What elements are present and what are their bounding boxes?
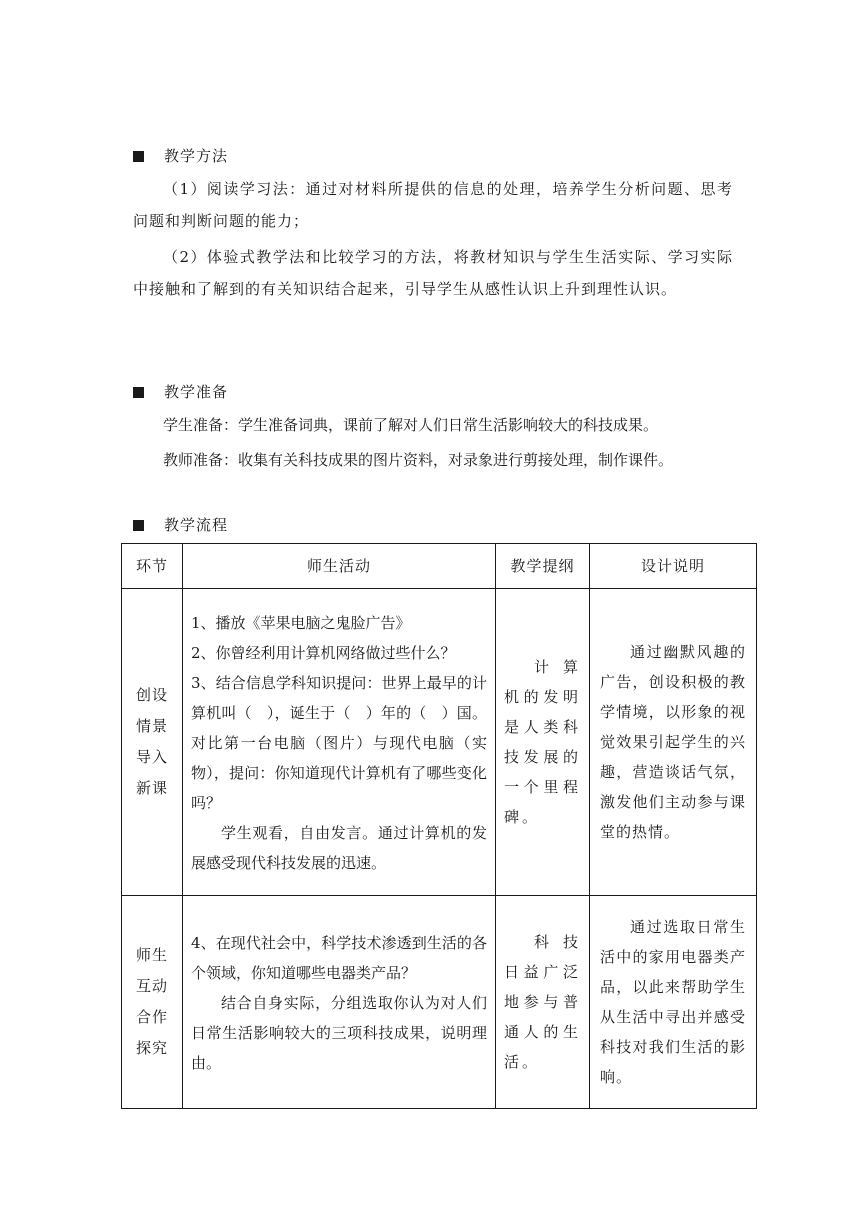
column-header-stage: 环节 <box>122 544 183 589</box>
preparation-heading: 教学准备 <box>133 382 228 402</box>
activity-item: 1、播放《苹果电脑之鬼脸广告》 <box>191 614 411 632</box>
methods-item-2: （2）体验式教学法和比较学习的方法，将教材知识与学生生活实际、学习实际中接触和了解到的有关知识结合起来，引导学生从感性认识上升到理性认识。 <box>133 248 733 298</box>
stage-label: 师生互动合作探究 <box>136 946 169 1057</box>
activity-item: 3、结合信息学科知识提问：世界上最早的计算机叫（ ），诞生于（ ）年的（ ）国。对比第一台电脑（图片）与现代电脑（实物），提问：你知道现代计算机有了哪些变化吗？ <box>191 674 487 812</box>
outline-cell <box>496 589 590 896</box>
methods-item-1: （1）阅读学习法：通过对材料所提供的信息的处理，培养学生分析问题、思考问题和判断问题的能力； <box>133 180 733 230</box>
methods-heading: 教学方法 <box>133 146 228 166</box>
teaching-process-table <box>121 543 757 1109</box>
activity-item: 学生观看，自由发言。通过计算机的发展感受现代科技发展的迅速。 <box>191 824 487 872</box>
column-header-outline: 教学提纲 <box>496 544 590 589</box>
design-note-text: 通过选取日常生活中的家用电器类产品，以此来帮助学生从生活中寻出并感受科技对我们生活的影响。 <box>600 918 746 1086</box>
table-row <box>122 589 757 896</box>
activity-item: 2、你曾经利用计算机网络做过些什么？ <box>191 644 456 662</box>
square-bullet-icon <box>133 151 144 162</box>
teacher-preparation: 教师准备：收集有关科技成果的图片资料，对录象进行剪接处理，制作课件。 <box>163 451 674 469</box>
table-header-row <box>122 544 757 589</box>
design-note-cell <box>590 589 757 896</box>
design-note-text: 通过幽默风趣的广告，创设积极的教学情境，以形象的视觉效果引起学生的兴趣，营造谈话气氛，激发他们主动参与课堂的热情。 <box>600 643 746 841</box>
outline-text: 计算机的发明是人类科技发展的一个里程碑。 <box>504 658 581 826</box>
design-note-cell <box>590 896 757 1109</box>
activity-item: 结合自身实际，分组选取你认为对人们日常生活影响较大的三项科技成果，说明理由。 <box>191 994 487 1072</box>
student-preparation: 学生准备：学生准备词典，课前了解对人们日常生活影响较大的科技成果。 <box>163 416 659 434</box>
column-header-activities: 师生活动 <box>183 544 496 589</box>
activities-cell <box>183 589 496 896</box>
outline-text: 科技日益广泛地参与普通人的生活。 <box>504 933 581 1071</box>
activity-item: 4、在现代社会中，科学技术渗透到生活的各个领域，你知道哪些电器类产品？ <box>191 934 487 982</box>
outline-cell <box>496 896 590 1109</box>
stage-cell <box>122 589 183 896</box>
stage-cell <box>122 896 183 1109</box>
table-row <box>122 896 757 1109</box>
process-heading: 教学流程 <box>133 515 228 535</box>
activities-cell <box>183 896 496 1109</box>
column-header-design-notes: 设计说明 <box>590 544 757 589</box>
square-bullet-icon <box>133 520 144 531</box>
stage-label: 创设情景导入新课 <box>136 686 169 797</box>
square-bullet-icon <box>133 387 144 398</box>
